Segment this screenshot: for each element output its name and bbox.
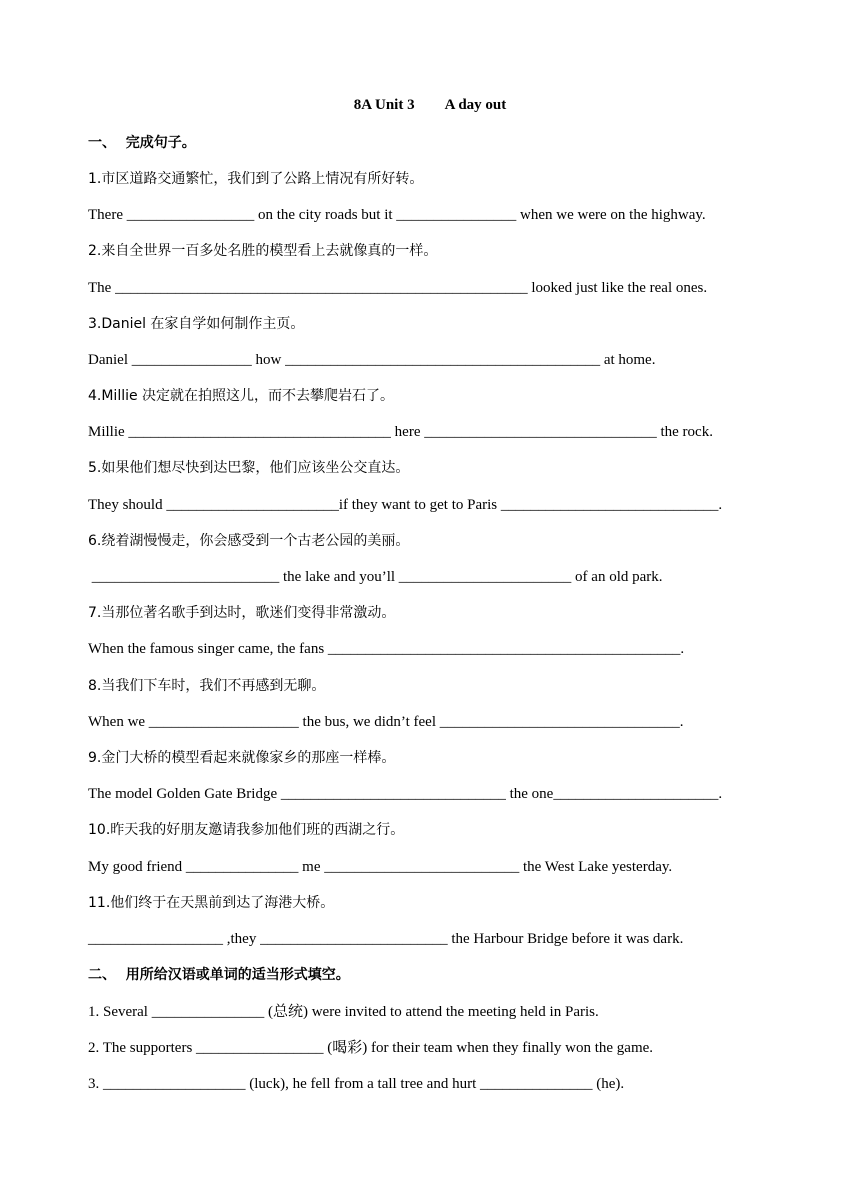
item-2-english: The _______________________________________________________ looked just like the real ones. — [88, 280, 708, 296]
section-1-heading: 一、 完成句子。 — [88, 135, 196, 151]
item-4-english: Millie ___________________________________ here _______________________________ the rock. — [88, 424, 713, 440]
page-title — [0, 97, 860, 114]
unit-label: 8A Unit 3 — [353, 97, 415, 113]
item-5-chinese: 5.如果他们想尽快到达巴黎，他们应该坐公交直达。 — [88, 460, 410, 476]
item-11-english: __________________ ,they _________________________ the Harbour Bridge before it was dark. — [88, 931, 684, 947]
item-4-chinese: 4.Millie 决定就在拍照这儿，而不去攀爬岩石了。 — [88, 388, 395, 404]
item-10-chinese: 10.昨天我的好朋友邀请我参加他们班的西湖之行。 — [88, 822, 405, 838]
fill-item-2: 2. The supporters _________________ (喝彩) for their team when they finally won the game. — [88, 1040, 654, 1056]
item-1-english: There _________________ on the city roads but it ________________ when we were on the highway. — [88, 207, 706, 223]
section-2-heading: 二、 用所给汉语或单词的适当形式填空。 — [88, 967, 350, 983]
item-10-english: My good friend _______________ me __________________________ the West Lake yesterday. — [88, 859, 673, 875]
item-7-chinese: 7.当那位著名歌手到达时，歌迷们变得非常激动。 — [88, 605, 396, 621]
item-11-chinese: 11.他们终于在天黑前到达了海港大桥。 — [88, 895, 335, 911]
topic-label: A day out — [444, 97, 507, 113]
item-2-chinese: 2.来自全世界一百多处名胜的模型看上去就像真的一样。 — [88, 243, 438, 259]
item-8-english: When we ____________________ the bus, we didn’t feel ________________________________. — [88, 714, 684, 730]
item-6-chinese: 6.绕着湖慢慢走，你会感受到一个古老公园的美丽。 — [88, 533, 410, 549]
item-7-english: When the famous singer came, the fans _______________________________________________. — [88, 641, 685, 657]
item-3-chinese: 3.Daniel 在家自学如何制作主页。 — [88, 316, 305, 332]
item-9-chinese: 9.金门大桥的模型看起来就像家乡的那座一样棒。 — [88, 750, 396, 766]
item-3-english: Daniel ________________ how __________________________________________ at home. — [88, 352, 656, 368]
item-9-english: The model Golden Gate Bridge ______________________________ the one______________________. — [88, 786, 723, 802]
fill-item-3: 3. ___________________ (luck), he fell from a tall tree and hurt _______________ (he). — [88, 1076, 625, 1092]
fill-item-1: 1. Several _______________ (总统) were invited to attend the meeting held in Paris. — [88, 1004, 599, 1020]
item-1-chinese: 1.市区道路交通繁忙，我们到了公路上情况有所好转。 — [88, 171, 424, 187]
item-5-english: They should _______________________if they want to get to Paris _____________________________. — [88, 497, 723, 513]
item-6-english: _________________________ the lake and you’ll _______________________ of an old park. — [88, 569, 663, 585]
item-8-chinese: 8.当我们下车时，我们不再感到无聊。 — [88, 678, 326, 694]
